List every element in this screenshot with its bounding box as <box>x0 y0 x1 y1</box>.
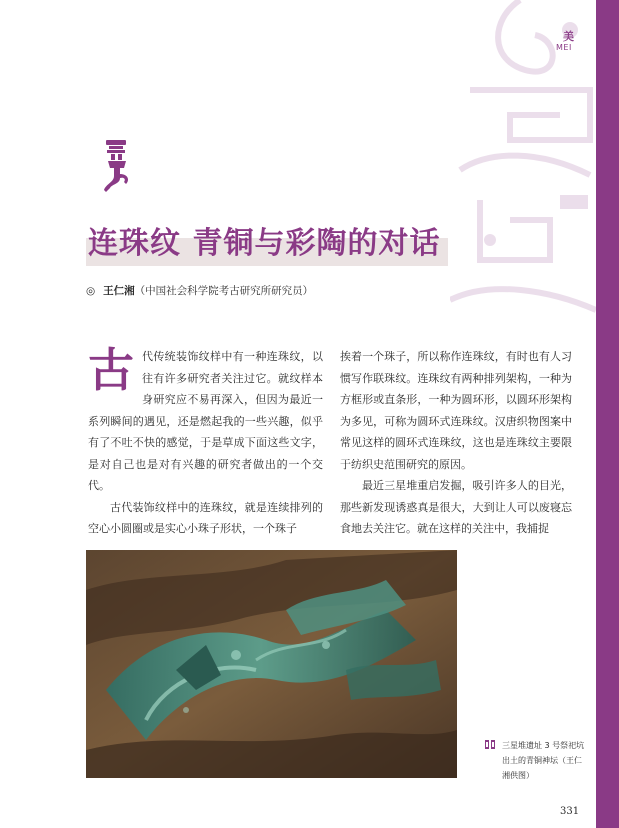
article-title: 连珠纹 青铜与彩陶的对话 <box>88 226 441 261</box>
author-name: 王仁湘 <box>103 285 135 297</box>
section-label: 美 <box>563 30 574 43</box>
left-paragraph-2: 古代装饰纹样中的连珠纹，就是连续排列的空心小圆圈或是实心小珠子形状，一个珠子 <box>88 500 323 535</box>
side-color-strip <box>596 0 619 828</box>
page-number: 331 <box>560 806 580 817</box>
right-paragraph-2: 最近三星堆重启发掘，吸引许多人的目光，那些新发现诱惑真是很大，大到让人可以废寝忘食地去关注它。就在这样的关注中，我捕捉 <box>340 479 572 535</box>
byline-mark: ◎ <box>86 285 96 297</box>
caption-marker-icon <box>485 740 495 749</box>
right-paragraph-1: 挨着一个珠子，所以称作连珠纹，有时也有人习惯写作联珠纹。连珠纹有两种排列架构，一种为方框形或直条形，一种为圆环形，以圆环形架构为多见，可称为圆环式连珠纹。汉唐织物图案中常见这样的圆环式连珠纹，这也是连珠纹主要限于纺织史范围研究的原因。 <box>340 350 572 471</box>
body-column-right <box>340 346 572 540</box>
photo-caption <box>485 738 585 783</box>
drop-cap: 古 <box>88 343 134 397</box>
bronze-pattern-watermark <box>450 0 596 330</box>
body-column-left <box>88 343 323 540</box>
caption-text: 三星堆遗址 3 号祭祀坑出土的青铜神坛（王仁湘供图） <box>502 741 585 780</box>
bronze-figure-logo <box>100 138 134 194</box>
bronze-altar-photo <box>86 550 457 778</box>
byline <box>86 283 313 298</box>
left-paragraph-1: 代传统装饰纹样中有一种连珠纹，以往有许多研究者关注过它。就纹样本身研究应不易再深入，但因为最近一系列瞬间的遇见，还是燃起我的一些兴趣，似乎有了不吐不快的感觉，于是草成下面这些文字，是对自己也是对有兴趣的研究者做出的一个交代。 <box>88 350 323 492</box>
section-label-en: MEI <box>556 43 572 52</box>
author-affiliation: （中国社会科学院考古研究所研究员） <box>134 285 314 297</box>
